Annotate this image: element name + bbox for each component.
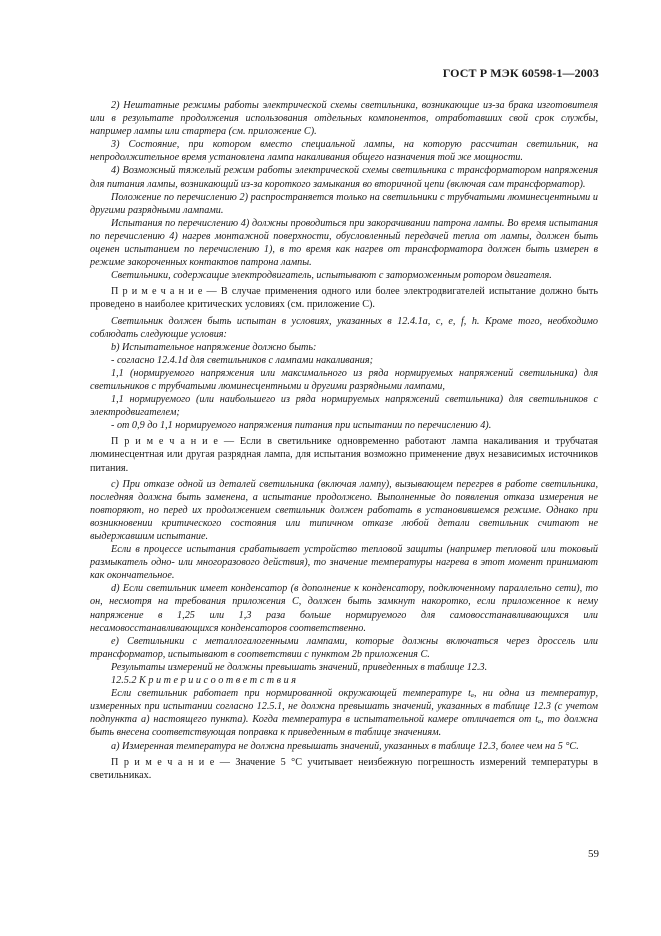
paragraph: Если в процессе испытания срабатывает устройство тепловой защиты (например тепловой или токовый размыкатель одно- или многоразового действия), то значение температуры нагрева в этот момент принимают как окончательное.: [90, 544, 598, 582]
paragraph: - согласно 12.4.1d для светильников с лампами накаливания;: [111, 354, 374, 366]
body-text: [90, 99, 598, 785]
section-number: 12.5.2: [111, 675, 140, 687]
paragraph: Положение по перечислению 2) распространяется только на светильники с трубчатыми люминесцентными и другими разрядными лампами.: [90, 191, 598, 216]
paragraph: - от 0,9 до 1,1 нормируемого напряжения питания при испытании по перечислению 4).: [111, 420, 492, 432]
paragraph: d) Если светильник имеет конденсатор (в дополнение к конденсатору, подключенному параллельно сети), то он, несмотря на требования приложения С, должен быть замкнут накоротко, если приложенное к нему напряжение в 1,25 или 1,3 раза больше нормируемого для самовосстанавливающихся или несамовосстанавливающихся конденсаторов соответственно.: [90, 583, 598, 634]
note-text: — В случае применения одного или более электродвигателей испытание должно быть проведено в наиболее критических условиях (см. приложение С).: [90, 286, 598, 311]
section-heading: [90, 674, 598, 687]
note-label: П р и м е ч а н и е: [111, 756, 215, 768]
paragraph: b) Испытательное напряжение должно быть:: [111, 341, 317, 353]
standard-header: ГОСТ Р МЭК 60598-1—2003: [442, 66, 599, 80]
note: [90, 285, 598, 311]
note-text: — Значение 5 °С учитывает неизбежную погрешность измерений температуры в светильниках.: [90, 756, 598, 781]
paragraph: 1,1 (нормируемого напряжения или максимального из ряда нормируемых напряжений светильника) для светильников с трубчатыми люминесцентными и другими разрядными лампами,: [90, 367, 598, 392]
note-label: П р и м е ч а н и е: [111, 436, 218, 448]
paragraph: c) При отказе одной из деталей светильника (включая лампу), вызывающем перегрев в работе светильника, последняя должна быть заменена, а испытание продолжено. Выполненные до появления отказа измерения не повторяют, но перед их продолжением светильник должен работать в установившемся режиме. Однако при возникновении критического состояния или типичном отказе любой детали светильник считают не выдержавшим испытание.: [90, 478, 598, 542]
paragraph: Если светильник работает при нормированной окружающей температуре tₐ, ни одна из температур, измеренных при испытании согласно 12.5.1, не должна превышать значений, указанных в таблице 12.3 (с учетом подпункта а) настоящего пункта). Когда температура в испытательной камере отличается от tₐ, то должна быть внесена соответствующая поправка к приведенным в таблице значениям.: [90, 688, 598, 739]
paragraph: 1,1 нормируемого (или наибольшего из ряда нормируемых напряжений светильника) для светильников с электродвигателем;: [90, 394, 598, 419]
section-title: К р и т е р и и с о о т в е т с т в и я: [139, 675, 297, 687]
paragraph: e) Светильники с металлогалогенными лампами, которые должны включаться через дроссель или трансформатор, испытывают в соответствии с пунктом 2b приложения С.: [90, 635, 598, 660]
paragraph: а) Измеренная температура не должна превышать значений, указанных в таблице 12.3, более чем на 5 °С.: [111, 740, 579, 752]
paragraph: Результаты измерений не должны превышать значений, приведенных в таблице 12.3.: [111, 661, 488, 673]
paragraph: Светильник должен быть испытан в условиях, указанных в 12.4.1a, c, e, f, h. Кроме того, необходимо соблюдать следующие условия:: [90, 315, 598, 340]
paragraph: Светильники, содержащие электродвигатель, испытывают с заторможенным ротором двигателя.: [111, 270, 552, 282]
note-label: П р и м е ч а н и е: [111, 286, 203, 298]
note: [90, 435, 598, 474]
page-number: 59: [588, 848, 599, 860]
paragraph: 3) Состояние, при котором вместо специальной лампы, на которую рассчитан светильник, на непродолжительное время установлена лампа накаливания общего назначения той же мощности.: [90, 139, 598, 164]
paragraph: Испытания по перечислению 4) должны проводиться при закорачивании патрона лампы. Во время испытания по перечислению 4) нагрев монтажной поверхности, обусловленный передачей тепла от лампы, должен быть оценен испытанием по перечислению 1), в то время как нагрев от трансформатора должен быть измерен в режиме закороченных контактов патрона лампы.: [90, 217, 598, 269]
paragraph: 2) Нештатные режимы работы электрической схемы светильника, возникающие из-за брака изготовителя или в результате продолжения использования отдельных компонентов, отработавших свой срок службы, например лампы или стартера (см. приложение С).: [90, 100, 598, 138]
note-text: — Если в светильнике одновременно работают лампа накаливания и трубчатая люминесцентная или другая разрядная лампа, для испытания возможно применение двух независимых источников питания.: [90, 436, 598, 474]
note: [90, 756, 598, 782]
paragraph: 4) Возможный тяжелый режим работы электрической схемы светильника с трансформатором напряжения для питания лампы, возникающий из-за короткого замыкания во вторичной цепи (включая сам трансформатор).: [90, 165, 598, 190]
